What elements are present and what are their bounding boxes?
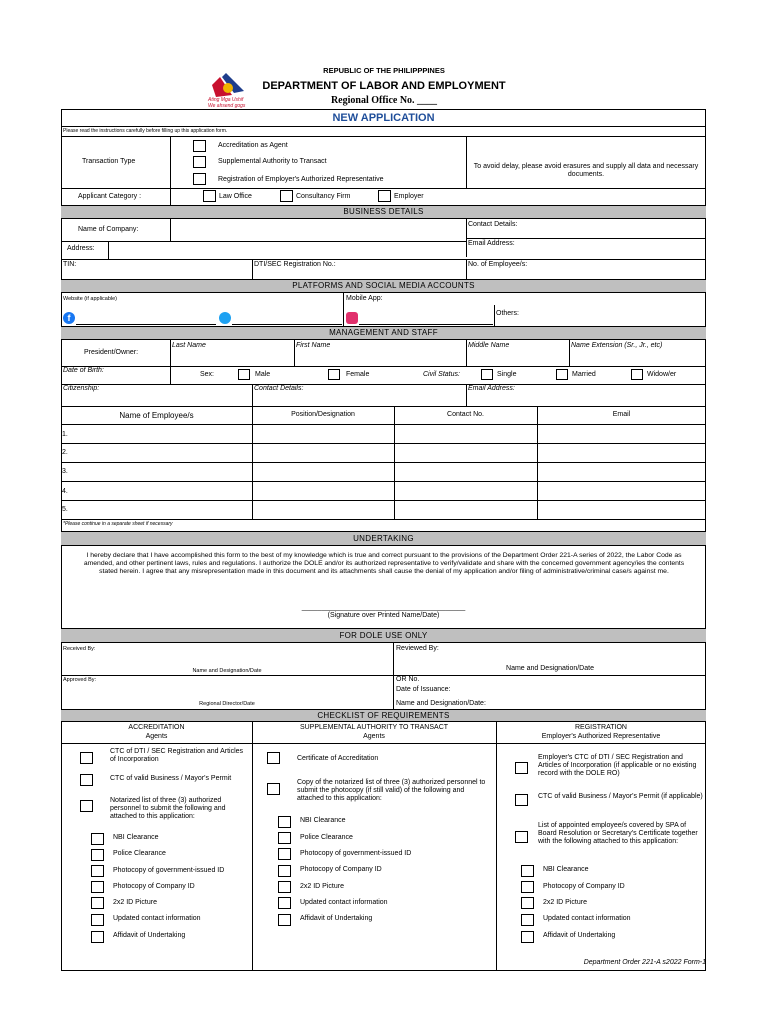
contact-column: Contact No. [447,411,484,418]
checklist-header: CHECKLIST OF REQUIREMENTS [61,709,706,722]
female-checkbox[interactable] [328,369,340,380]
signature-label: (Signature over Printed Name/Date) [327,612,440,619]
checklist-item: Affidavit of Undertaking [300,915,373,922]
applicant-category-label: Applicant Category : [78,193,142,200]
table-row: 3. [62,468,68,475]
registration-representative-checkbox[interactable] [193,173,206,185]
dole-use-header: FOR DOLE USE ONLY [61,628,706,643]
checklist-item: Updated contact information [300,899,388,906]
consultancy-firm-checkbox[interactable] [280,190,293,202]
management-contact-label: Contact Details: [254,385,304,392]
reviewed-by-label: Reviewed By: [396,645,439,652]
consultancy-firm-label: Consultancy Firm [296,193,351,200]
supplemental-authority-checkbox[interactable] [193,156,206,168]
checklist-item: NBI Clearance [113,834,159,841]
sex-label: Sex: [200,371,215,378]
logo-tagline-2: We ahsend gogs [208,103,246,109]
checklist-checkbox[interactable] [521,881,534,893]
approved-by-label: Approved By: [63,677,97,683]
civil-status-label: Civil Status: [423,371,460,378]
employer-label: Employer [394,193,424,200]
website-label: Website (if applicable) [63,296,118,302]
checklist-checkbox[interactable] [521,914,534,926]
checklist-item: Certificate of Accreditation [297,755,379,762]
checklist-checkbox[interactable] [278,897,291,909]
table-row: 2. [62,449,68,456]
supplemental-authority-label: Supplemental Authority to Transact [218,158,327,165]
checklist-item: 2x2 ID Picture [300,883,344,890]
male-label: Male [255,371,271,378]
undertaking-text: I hereby declare that I have accomplished this form to the best of my knowledge which is true and correct pursuant to the provisions of the Department Order 221-A series of 2022, the Labor Code as amended, and other pertinent laws, rules and regulations. I authorize the DOLE and/or its authorized representative to verify/validate and share with the concerned government agency/ies the contents stated herein. I agree that any misrepresentation made in this document and its attachments shall cause the denial of my application and/or filing of administrative/criminal case/s against me. [83,552,685,575]
name-designation-2: Name and Designation/Date [506,665,594,672]
contact-details-label: Contact Details: [468,221,518,228]
table-row: 1. [62,431,68,438]
form-footer: Department Order 221-A s2022 Form-1 [583,959,706,966]
signature-line: __________________________________________ [301,604,466,611]
checklist-checkbox[interactable] [80,800,93,812]
registration-column-sub: Employer's Authorized Representative [541,733,661,740]
married-checkbox[interactable] [556,369,568,380]
checklist-item: CTC of valid Business / Mayor's Permit [110,775,232,782]
checklist-checkbox[interactable] [515,794,528,806]
checklist-checkbox[interactable] [278,816,291,828]
widower-label: Widow/er [647,371,677,378]
checklist-item: Copy of the notarized list of three (3) authorized personnel to submit the photocopy (if still valid) of the following and attached to this application: [297,779,486,802]
company-name-label: Name of Company: [78,226,139,233]
checklist-item: CTC of valid Business / Mayor's Permit (if applicable) [538,793,703,800]
address-label: Address: [67,245,95,252]
instagram-icon [346,312,358,324]
position-column: Position/Designation [291,411,355,418]
checklist-checkbox[interactable] [91,914,104,926]
twitter-icon [219,312,231,324]
accreditation-agent-checkbox[interactable] [193,140,206,152]
checklist-checkbox[interactable] [515,831,528,843]
checklist-checkbox[interactable] [278,881,291,893]
checklist-checkbox[interactable] [521,897,534,909]
first-name-label: First Name [296,342,331,349]
checklist-item: Updated contact information [543,915,631,922]
checklist-checkbox[interactable] [278,865,291,877]
male-checkbox[interactable] [238,369,250,380]
others-label: Others: [496,310,519,317]
checklist-item: NBI Clearance [300,817,346,824]
twitter-field[interactable] [232,311,342,324]
supplemental-column-sub: Agents [363,733,385,740]
republic-text: REPUBLIC OF THE PHILIPPPINES [323,66,445,75]
undertaking-header: UNDERTAKING [61,531,706,546]
law-office-checkbox[interactable] [203,190,216,202]
middle-name-label: Middle Name [468,342,510,349]
checklist-checkbox[interactable] [515,762,528,774]
checklist-item: Photocopy of Company ID [300,866,382,873]
logo-tagline-1: Ating Mga Ushif [208,97,244,103]
mobile-app-label: Mobile App: [346,295,383,302]
checklist-checkbox[interactable] [521,931,534,943]
email-column: Email [612,411,631,418]
table-row: 4. [62,488,68,495]
employer-checkbox[interactable] [378,190,391,202]
checklist-checkbox[interactable] [278,832,291,844]
facebook-icon: f [63,312,75,324]
checklist-item: Photocopy of Company ID [113,883,195,890]
checklist-item: Affidavit of Undertaking [543,932,616,939]
checklist-item: 2x2 ID Picture [113,899,157,906]
platforms-header: PLATFORMS AND SOCIAL MEDIA ACCOUNTS [61,279,706,293]
name-designation-3: Name and Designation/Date: [396,700,486,707]
management-email-label: Email Address: [468,385,515,392]
regional-director-label: Regional Director/Date [199,701,255,707]
accreditation-agent-label: Accreditation as Agent [218,142,288,149]
transaction-type-label: Transaction Type [82,158,136,165]
checklist-item: 2x2 ID Picture [543,899,587,906]
facebook-field[interactable] [76,311,216,324]
name-designation-1: Name and Designation/Date [192,668,262,674]
checklist-item: Photocopy of Company ID [543,883,625,890]
checklist-checkbox[interactable] [521,865,534,877]
law-office-label: Law Office [219,193,252,200]
department-title: DEPARTMENT OF LABOR AND EMPLOYMENT [262,80,506,92]
single-label: Single [497,371,517,378]
single-checkbox[interactable] [481,369,493,380]
email-address-label: Email Address: [468,240,515,247]
regional-office: Regional Office No. ____ [330,95,438,106]
or-no-label: OR No. [396,676,420,683]
received-by-label: Received By: [63,646,96,652]
checklist-checkbox[interactable] [267,783,280,795]
date-issuance-label: Date of Issuance: [396,686,451,693]
supplemental-column-title: SUPPLEMENTAL AUTHORITY TO TRANSACT [299,724,449,731]
business-details-header: BUSINESS DETAILS [61,205,706,219]
checklist-item: Police Clearance [300,834,353,841]
checklist-checkbox[interactable] [80,774,93,786]
checklist-item: Photocopy of government-issued ID [300,850,412,857]
avoid-delay-note: To avoid delay, please avoid erasures and supply all data and necessary documents. [473,163,699,178]
instruction-text: Please read the instructions carefully before filling up this application form. [63,128,228,134]
checklist-checkbox[interactable] [80,752,93,764]
checklist-checkbox[interactable] [91,897,104,909]
citizenship-label: Citizenship: [63,385,100,392]
checklist-item: Affidavit of Undertaking [113,932,186,939]
accreditation-column-title: ACCREDITATION [128,724,185,731]
employee-name-column: Name of Employee/s [119,411,194,420]
checklist-checkbox[interactable] [278,914,291,926]
employees-count-label: No. of Employee/s: [468,261,528,268]
checklist-item: Updated contact information [113,915,201,922]
widower-checkbox[interactable] [631,369,643,380]
checklist-checkbox[interactable] [91,833,104,845]
date-of-birth-label: Date of Birth: [63,367,104,374]
checklist-checkbox[interactable] [91,849,104,861]
female-label: Female [346,371,370,378]
checklist-checkbox[interactable] [91,931,104,943]
table-row: 5. [62,506,68,513]
checklist-item: List of appointed employee/s covered by SPA of Board Resolution or Secretary's Certificate together with the following attached to this application: [538,822,698,845]
checklist-checkbox[interactable] [91,865,104,877]
president-owner-label: President/Owner: [84,349,139,356]
checklist-item: Police Clearance [113,850,166,857]
checklist-checkbox[interactable] [278,848,291,860]
instagram-field[interactable] [359,311,493,324]
checklist-item: CTC of DTI / SEC Registration and Articles of Incorporation [110,748,244,763]
company-name-field[interactable] [171,220,466,240]
management-header: MANAGEMENT AND STAFF [61,326,706,340]
continue-note: *Please continue in a separate sheet if necessary [63,521,173,527]
address-field[interactable] [109,242,466,258]
checklist-item: Photocopy of government-issued ID [113,867,225,874]
checklist-checkbox[interactable] [91,881,104,893]
tin-label: TIN: [63,261,77,268]
checklist-item: NBI Clearance [543,866,589,873]
form-title: NEW APPLICATION [332,112,435,124]
checklist-item: Employer's CTC of DTI / SEC Registration and Articles of Incorporation (if applicable or no existing record with the DOLE RO) [538,754,697,777]
married-label: Married [572,371,596,378]
checklist-checkbox[interactable] [267,752,280,764]
registration-column-title: REGISTRATION [575,724,627,731]
registration-representative-label: Registration of Employer's Authorized Representative [218,176,384,183]
last-name-label: Last Name [172,342,206,349]
dti-sec-label: DTI/SEC Registration No.: [254,261,336,268]
checklist-item: Notarized list of three (3) authorized personnel to submit the following and attached to this application: [110,797,226,820]
accreditation-column-sub: Agents [145,733,168,740]
name-extension-label: Name Extension (Sr., Jr., etc) [571,342,663,349]
